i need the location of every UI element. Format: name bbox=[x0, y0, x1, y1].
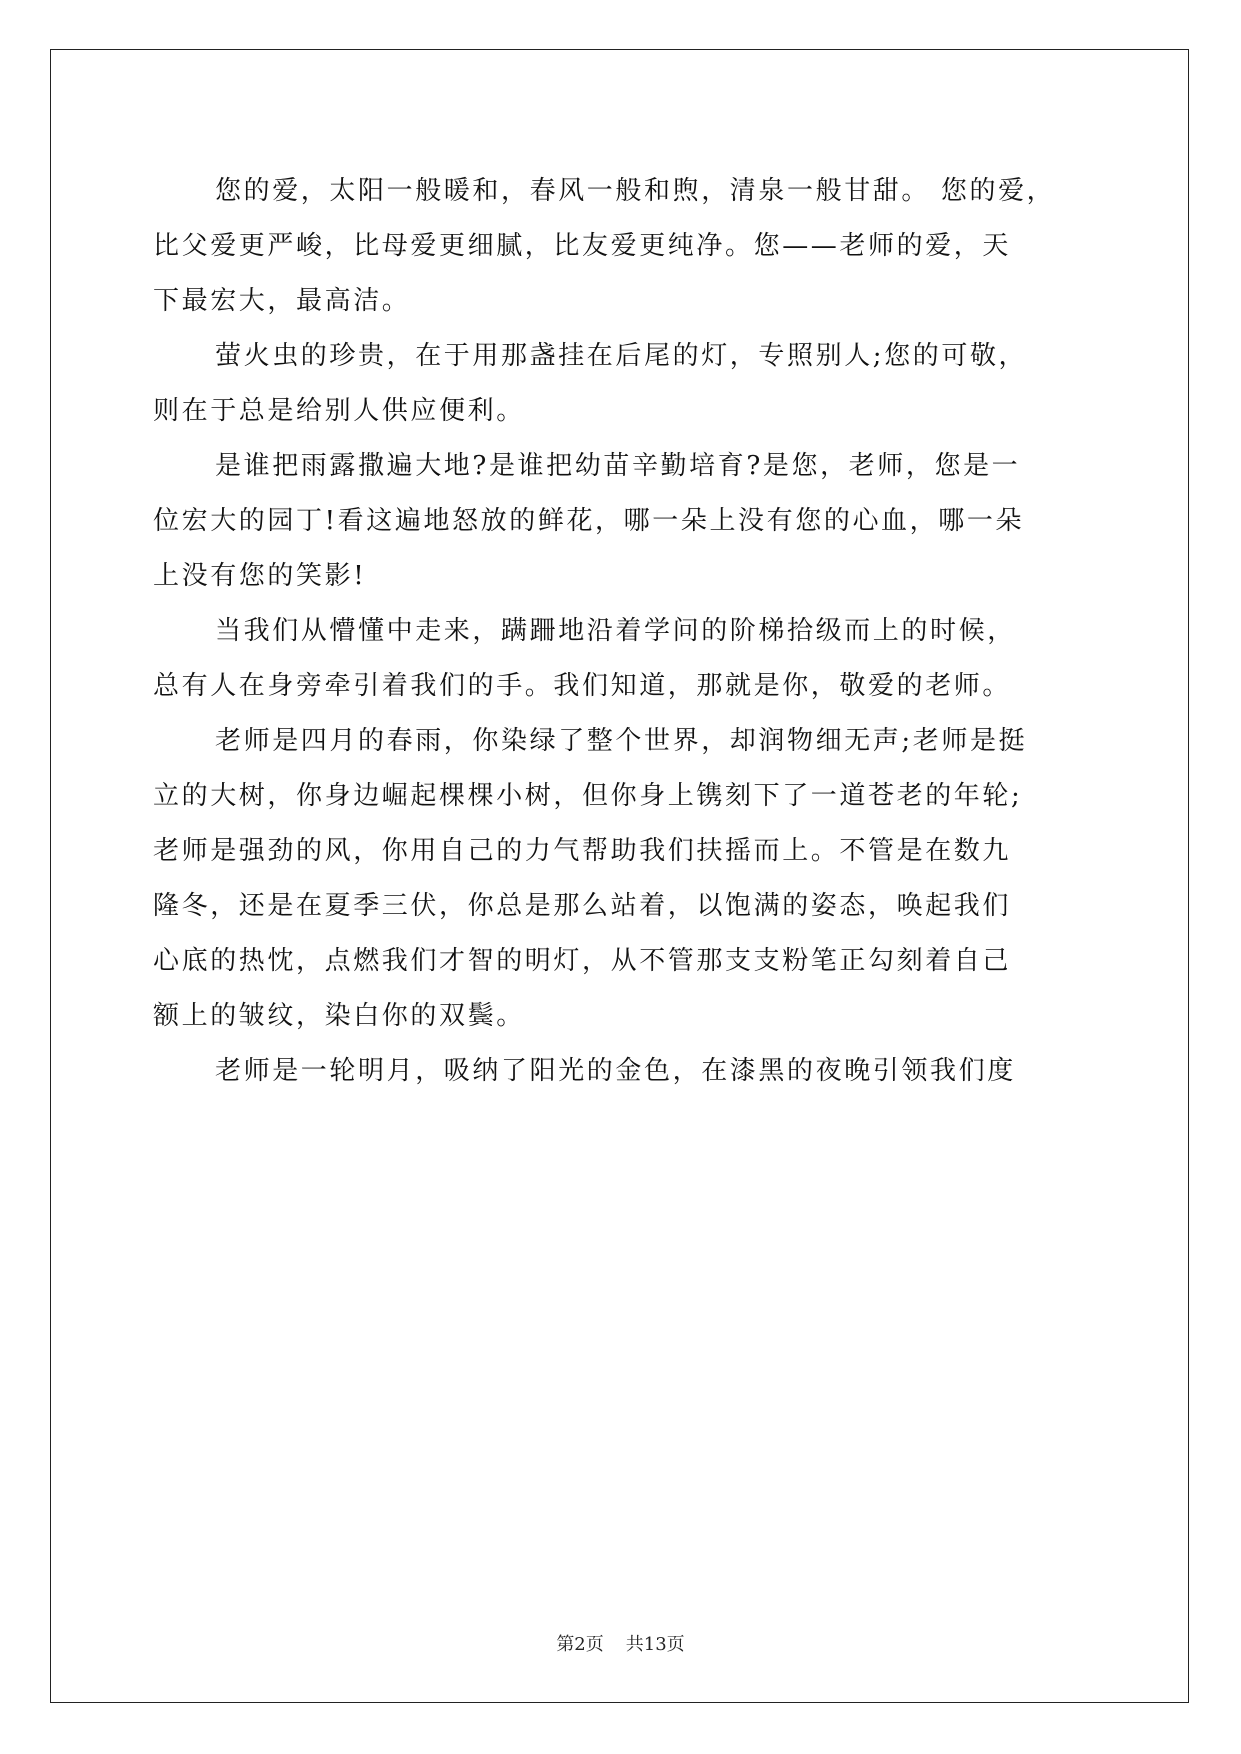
paragraph: 是谁把雨露撒遍大地?是谁把幼苗辛勤培育?是您，老师，您是一 位宏大的园丁!看这遍地怒放的鲜花，哪一朵上没有您的心血，哪一朵 上没有您的笑影! bbox=[153, 451, 1025, 591]
page-footer bbox=[0, 1630, 1241, 1656]
paragraph: 萤火虫的珍贵，在于用那盏挂在后尾的灯，专照别人;您的可敬， 则在于总是给别人供应便利。 bbox=[153, 341, 1028, 426]
paragraph: 老师是四月的春雨，你染绿了整个世界，却润物细无声;老师是挺 立的大树，你身边崛起棵棵小树，但你身上镌刻下了一道苍老的年轮; 老师是强劲的风，你用自己的力气帮助我们扶摇而上。不管是在数九 隆冬，还是在夏季三伏，你总是那么站着，以饱满的姿态，唤起我们 心底的热忱，点燃我们才智的明灯，从不管那支支粉笔正勾刻着自己 额上的皱纹，染白你的双鬓。 bbox=[153, 726, 1028, 1031]
document-body bbox=[153, 164, 1093, 1099]
paragraph: 您的爱，太阳一般暖和，春风一般和煦，清泉一般甘甜。 您的爱， 比父爱更严峻，比母爱更细腻，比友爱更纯净。您——老师的爱，天 下最宏大，最高洁。 bbox=[153, 176, 1056, 316]
page-number: 第2页 bbox=[556, 1634, 604, 1655]
page-total: 共13页 bbox=[625, 1634, 685, 1655]
paragraph: 老师是一轮明月，吸纳了阳光的金色，在漆黑的夜晚引领我们度 bbox=[215, 1056, 1016, 1086]
paragraph: 当我们从懵懂中走来，蹒跚地沿着学问的阶梯拾级而上的时候， 总有人在身旁牵引着我们的手。我们知道，那就是你，敬爱的老师。 bbox=[153, 616, 1016, 701]
